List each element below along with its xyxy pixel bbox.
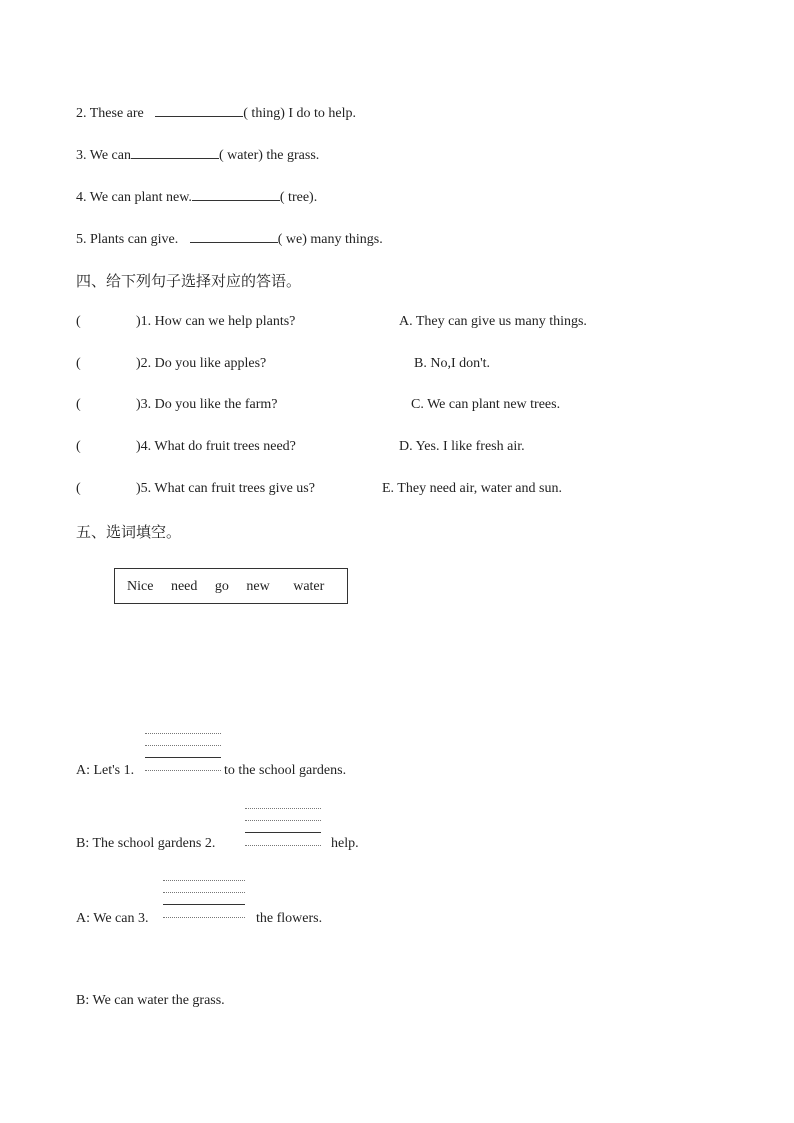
answer-option: B. No,I don't.	[414, 356, 491, 371]
answer-paren[interactable]: (	[76, 397, 81, 412]
word-option: new	[246, 579, 270, 594]
dialogue-line-1-prefix: A: Let's 1.	[76, 763, 135, 778]
item-3-hint: ( water) the grass.	[218, 148, 320, 163]
word-option: need	[170, 579, 198, 594]
answer-blank[interactable]	[192, 188, 280, 201]
section5-title: 五、选词填空。	[76, 523, 182, 541]
dialogue-line-2-suffix: help.	[331, 836, 359, 851]
writing-lines[interactable]	[245, 808, 321, 848]
item-4	[76, 188, 317, 206]
word-option: water	[293, 579, 325, 594]
item-3	[76, 146, 319, 164]
answer-paren[interactable]: (	[76, 356, 81, 371]
answer-paren[interactable]: (	[76, 439, 81, 454]
dialogue-line-2-prefix: B: The school gardens 2.	[76, 836, 216, 851]
answer-option: A. They can give us many things.	[399, 314, 587, 329]
word-bank-box	[114, 568, 348, 604]
word-option: Nice	[127, 579, 154, 594]
item-2-text: 2. These are	[76, 106, 148, 121]
answer-option: D. Yes. I like fresh air.	[399, 439, 525, 454]
question-text: )3. Do you like the farm?	[136, 397, 278, 412]
dialogue-line-3-suffix: the flowers.	[256, 911, 323, 926]
word-option: go	[214, 579, 229, 594]
item-3-text: 3. We can	[76, 148, 131, 163]
section4-title: 四、给下列句子选择对应的答语。	[76, 272, 302, 290]
item-5-text: 5. Plants can give.	[76, 232, 182, 247]
item-4-text: 4. We can plant new.	[76, 190, 192, 205]
answer-paren[interactable]: (	[76, 314, 81, 329]
writing-lines[interactable]	[145, 733, 221, 773]
answer-blank[interactable]	[190, 230, 278, 243]
question-text: )2. Do you like apples?	[136, 356, 267, 371]
item-2	[76, 104, 356, 122]
item-2-hint: ( thing) I do to help.	[243, 106, 357, 121]
dialogue-line-4: B: We can water the grass.	[76, 993, 225, 1008]
dialogue-line-3-prefix: A: We can 3.	[76, 911, 149, 926]
item-5	[76, 230, 383, 248]
dialogue-line-1-suffix: to the school gardens.	[224, 763, 347, 778]
answer-option: C. We can plant new trees.	[411, 397, 561, 412]
question-text: )1. How can we help plants?	[136, 314, 296, 329]
writing-lines[interactable]	[163, 880, 245, 920]
question-text: )5. What can fruit trees give us?	[136, 481, 315, 496]
answer-paren[interactable]: (	[76, 481, 81, 496]
answer-option: E. They need air, water and sun.	[382, 481, 562, 496]
item-4-hint: ( tree).	[279, 190, 318, 205]
word-bank	[127, 579, 338, 595]
answer-blank[interactable]	[155, 104, 243, 117]
answer-blank[interactable]	[131, 146, 219, 159]
question-text: )4. What do fruit trees need?	[136, 439, 296, 454]
item-5-hint: ( we) many things.	[277, 232, 383, 247]
